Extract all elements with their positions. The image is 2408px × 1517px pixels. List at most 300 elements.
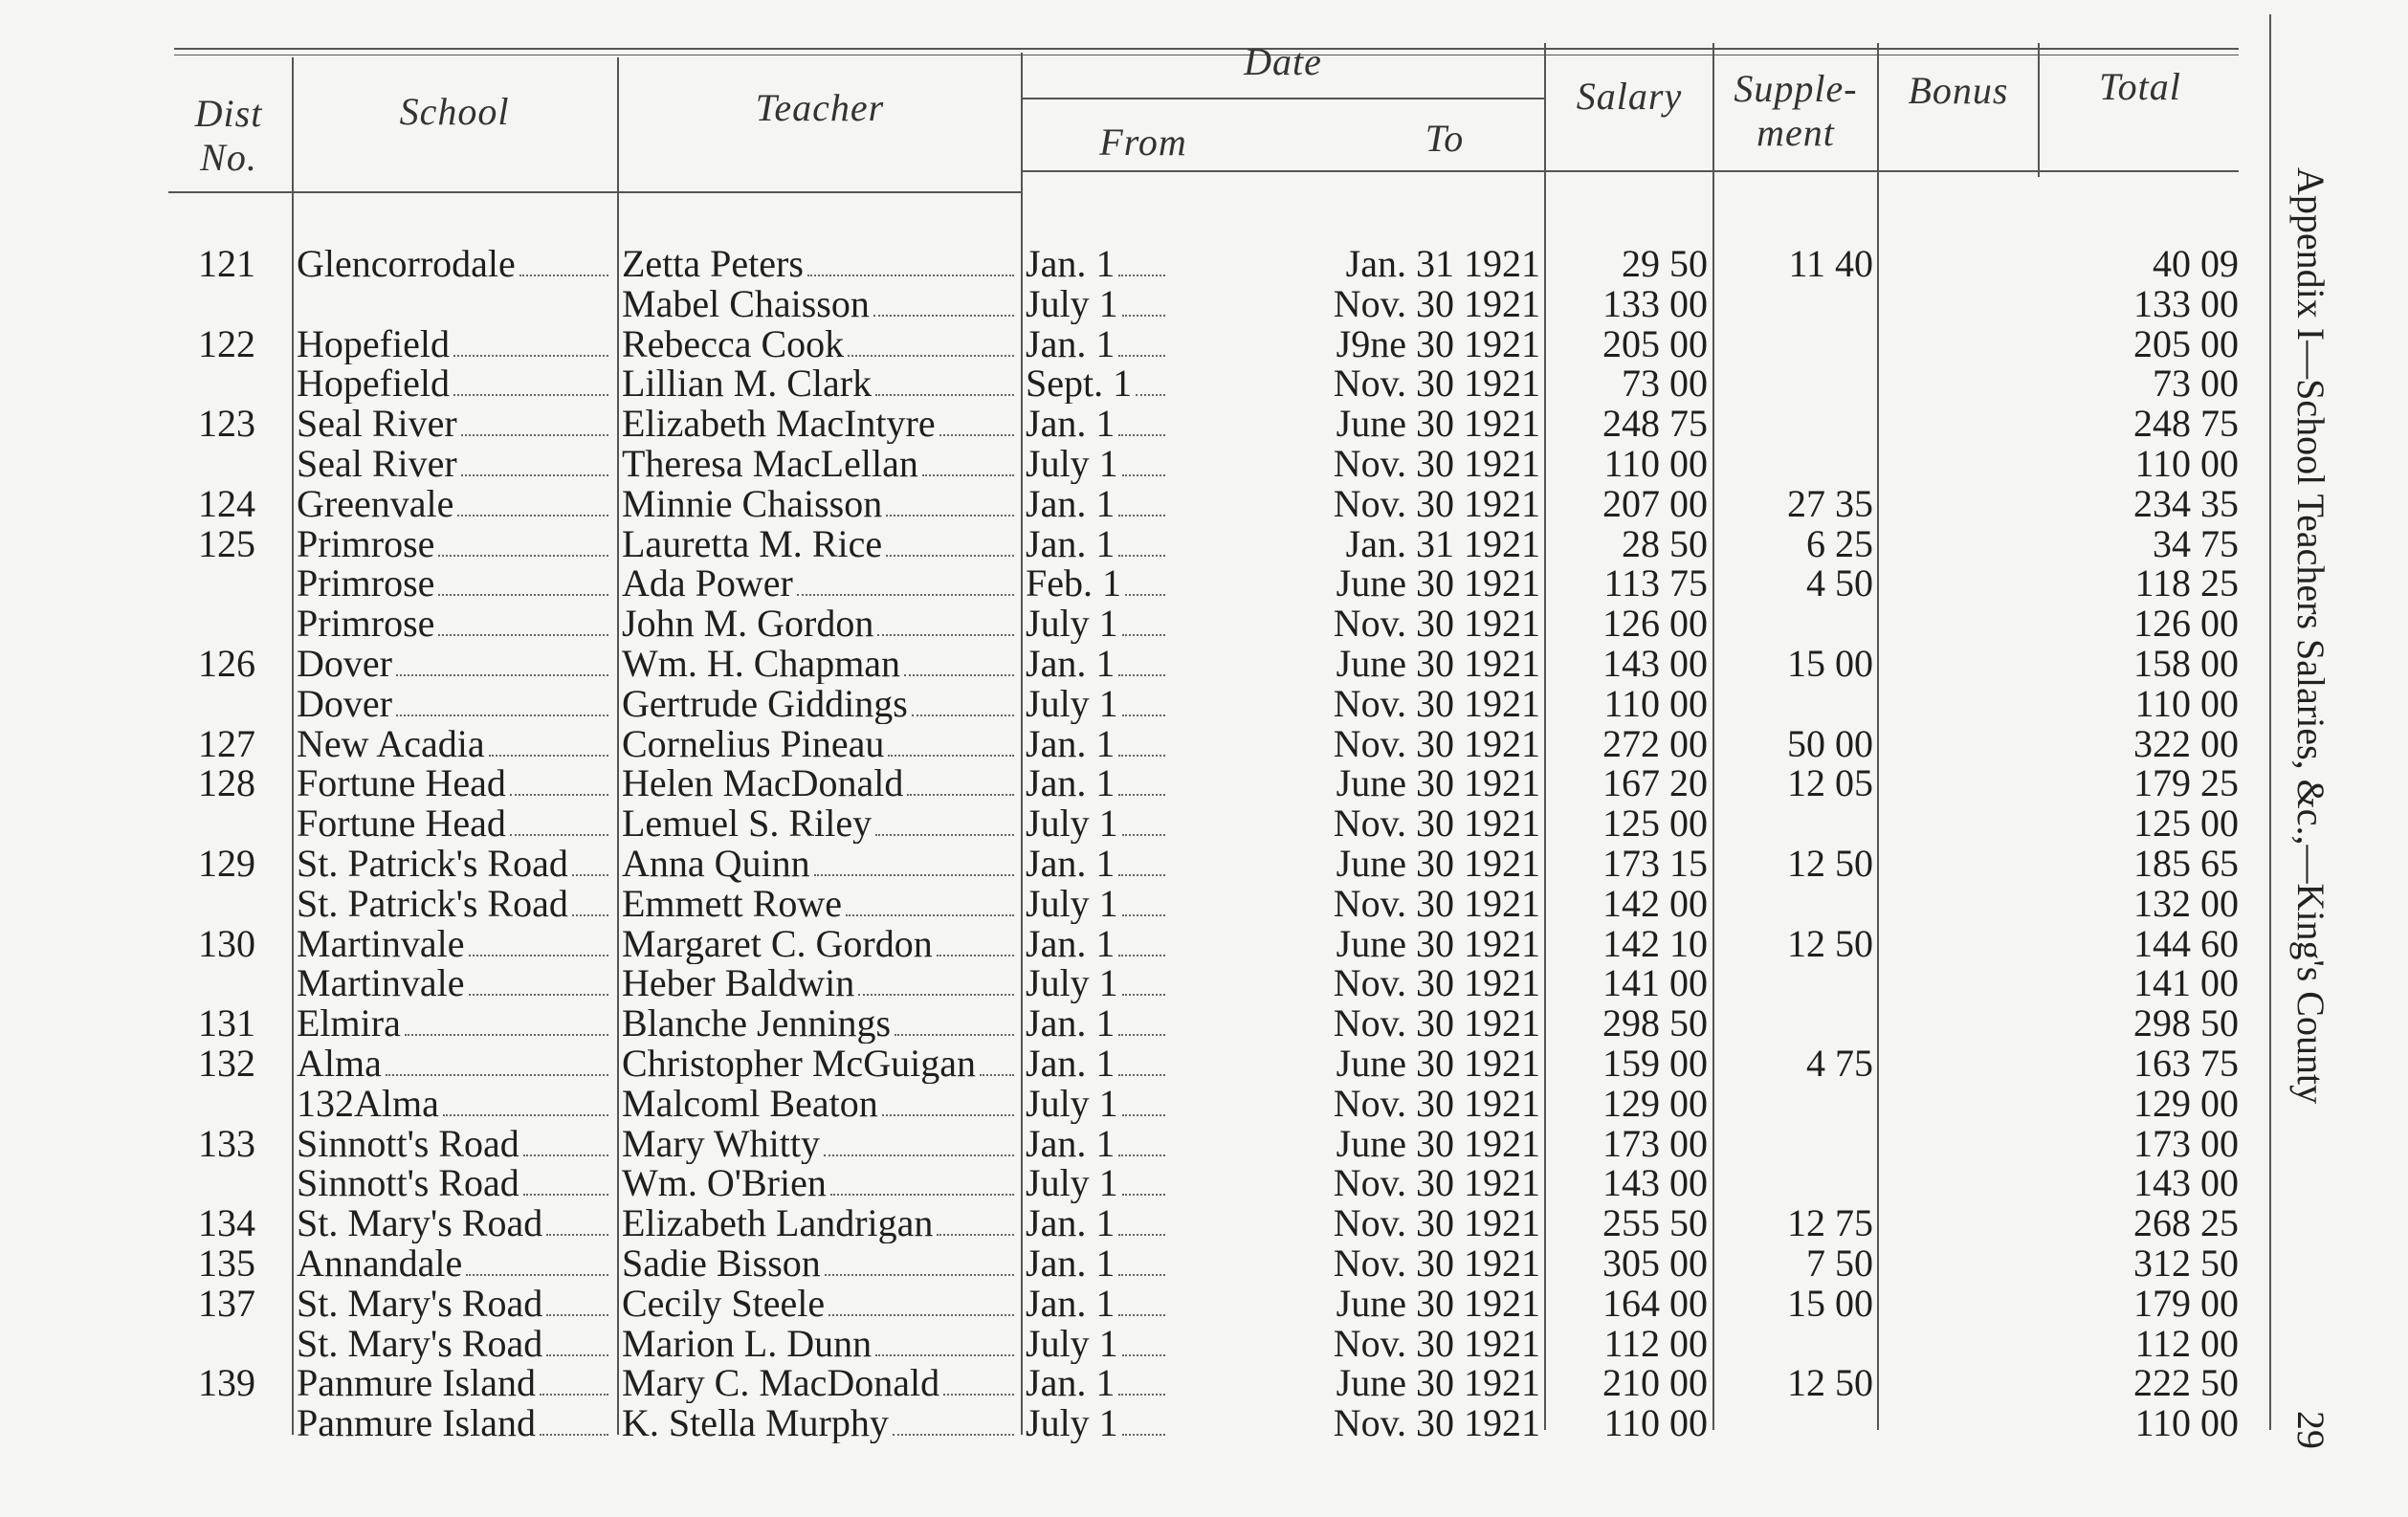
to-date-cell <box>1177 1003 1540 1044</box>
teacher-cell-text: Wm. O'Brien <box>622 1163 827 1204</box>
school-cell <box>297 563 612 604</box>
school-cell-text: Seal River <box>297 444 457 484</box>
total-cell-text: 268 25 <box>2133 1203 2239 1244</box>
leader-dots <box>1118 1274 1165 1276</box>
school-cell <box>297 884 612 924</box>
dist-cell <box>168 284 285 324</box>
bonus-cell <box>1880 763 2033 803</box>
teacher-cell <box>622 1203 1018 1243</box>
leader-dots <box>1122 474 1165 476</box>
teacher-cell <box>622 963 1018 1003</box>
to-date-cell-text: June 30 1921 <box>1336 923 1540 964</box>
to-date-cell-text: Nov. 30 1921 <box>1333 604 1540 645</box>
from-date-cell <box>1026 803 1169 844</box>
school-cell-text: Primrose <box>297 563 435 605</box>
header-supplement <box>1714 67 1877 155</box>
teacher-cell-text: Blanche Jennings <box>622 1003 892 1044</box>
teacher-cell-text: Wm. H. Chapman <box>622 644 901 684</box>
leader-dots <box>396 674 608 676</box>
total-cell <box>2047 363 2239 404</box>
salary-cell-text: 167 20 <box>1602 763 1708 804</box>
leader-dots <box>1118 874 1165 876</box>
leader-dots <box>1118 1234 1165 1236</box>
to-date-cell-text: Nov. 30 1921 <box>1333 1323 1540 1364</box>
teacher-cell <box>622 1124 1018 1164</box>
school-cell <box>297 1084 612 1124</box>
leader-dots <box>572 914 608 916</box>
bonus-cell <box>1880 524 2033 564</box>
supplement-cell <box>1722 1003 1873 1044</box>
total-cell <box>2047 1084 2239 1124</box>
to-date-cell-text: June 30 1921 <box>1336 1363 1540 1404</box>
school-cell-text: Glencorrodale <box>297 244 516 284</box>
header-from: From <box>1099 121 1187 164</box>
leader-dots <box>1118 275 1165 276</box>
to-date-cell-text: Nov. 30 1921 <box>1333 1083 1540 1124</box>
teacher-cell <box>622 1163 1018 1203</box>
leader-dots <box>904 674 1014 676</box>
school-cell-text: Fortune Head <box>297 763 506 804</box>
leader-dots <box>907 794 1014 796</box>
dist-cell <box>168 363 285 404</box>
school-cell-text: Primrose <box>297 523 435 564</box>
leader-dots <box>453 355 608 357</box>
total-cell-text: 248 75 <box>2133 404 2239 445</box>
from-date-cell <box>1026 963 1169 1003</box>
leader-dots <box>1118 434 1165 436</box>
leader-dots <box>396 715 608 716</box>
salary-cell <box>1545 684 1708 724</box>
to-date-cell-text: June 30 1921 <box>1336 763 1540 804</box>
leader-dots <box>893 1434 1014 1436</box>
leader-dots <box>461 434 608 436</box>
teacher-cell <box>622 1363 1018 1403</box>
from-date-cell <box>1026 924 1169 964</box>
total-cell-text: 73 00 <box>2153 363 2239 405</box>
bonus-cell <box>1880 284 2033 324</box>
total-cell <box>2047 724 2239 764</box>
leader-dots <box>443 1114 608 1116</box>
supplement-cell-text: 12 50 <box>1787 1363 1873 1404</box>
leader-dots <box>886 515 1014 517</box>
from-date-cell-text: Jan. 1 <box>1026 1363 1116 1404</box>
salary-cell-text: 164 00 <box>1602 1283 1708 1324</box>
leader-dots <box>830 1194 1014 1196</box>
total-cell <box>2047 963 2239 1003</box>
to-date-cell-text: Nov. 30 1921 <box>1333 1003 1540 1044</box>
teacher-cell-text: Lillian M. Clark <box>622 363 873 405</box>
to-date-cell-text: June 30 1921 <box>1336 1044 1540 1084</box>
table-row <box>0 763 2296 803</box>
bonus-cell <box>1880 924 2033 964</box>
salary-cell-text: 142 10 <box>1602 923 1708 964</box>
salary-cell <box>1545 1203 1708 1243</box>
total-cell-text: 133 00 <box>2133 283 2239 324</box>
supplement-cell-text: 6 25 <box>1806 523 1873 564</box>
leader-dots <box>1122 914 1165 916</box>
supplement-cell <box>1722 1284 1873 1324</box>
school-cell-text: Sinnott's Road <box>297 1163 519 1204</box>
teacher-cell-text: Gertrude Giddings <box>622 683 908 724</box>
from-date-cell <box>1026 244 1169 284</box>
side-title: Appendix I—School Teachers Salaries, &c.,—King's County <box>2289 167 2332 1105</box>
from-date-cell <box>1026 724 1169 764</box>
table-row <box>0 1324 2296 1364</box>
table-row <box>0 404 2296 444</box>
school-cell-text: St. Mary's Road <box>297 1283 543 1324</box>
supplement-cell <box>1722 803 1873 844</box>
from-date-cell-text: July 1 <box>1026 1163 1118 1204</box>
from-date-cell-text: Jan. 1 <box>1026 483 1116 524</box>
salary-cell-text: 210 00 <box>1602 1363 1708 1404</box>
supplement-cell-text: 50 00 <box>1787 723 1873 764</box>
salary-cell-text: 129 00 <box>1602 1083 1708 1124</box>
from-date-cell <box>1026 763 1169 803</box>
total-cell <box>2047 1284 2239 1324</box>
table-row <box>0 484 2296 524</box>
to-date-cell <box>1177 404 1540 444</box>
dist-cell <box>168 763 285 803</box>
dist-cell <box>168 924 285 964</box>
table-row <box>0 324 2296 364</box>
dist-cell <box>168 803 285 844</box>
header-total: Total <box>2099 65 2181 108</box>
leader-dots <box>1118 515 1165 517</box>
salary-cell-text: 143 00 <box>1602 1163 1708 1204</box>
teacher-cell-text: Lemuel S. Riley <box>622 803 873 845</box>
total-cell <box>2047 803 2239 844</box>
bonus-cell <box>1880 324 2033 364</box>
teacher-cell <box>622 803 1018 844</box>
leader-dots <box>1118 1034 1165 1036</box>
school-cell <box>297 444 612 484</box>
teacher-cell <box>622 644 1018 684</box>
dist-cell <box>168 404 285 444</box>
teacher-cell <box>622 763 1018 803</box>
supplement-cell-text: 12 50 <box>1787 923 1873 964</box>
dist-cell-text: 135 <box>198 1243 255 1284</box>
bonus-cell <box>1880 844 2033 884</box>
from-date-cell <box>1026 1363 1169 1403</box>
header-bottom-rule-left <box>168 191 1022 193</box>
salary-cell-text: 110 00 <box>1603 444 1708 484</box>
total-cell <box>2047 1124 2239 1164</box>
salary-cell-text: 112 00 <box>1603 1323 1708 1364</box>
school-cell <box>297 404 612 444</box>
total-cell <box>2047 324 2239 364</box>
total-cell <box>2047 1163 2239 1203</box>
table-row <box>0 1163 2296 1203</box>
dist-cell <box>168 963 285 1003</box>
bonus-cell <box>1880 1044 2033 1084</box>
table-row <box>0 844 2296 884</box>
leader-dots <box>877 634 1014 636</box>
bonus-cell <box>1880 644 2033 684</box>
school-cell <box>297 604 612 644</box>
to-date-cell <box>1177 803 1540 844</box>
table-row <box>0 1403 2296 1443</box>
from-date-cell-text: Jan. 1 <box>1026 723 1116 764</box>
bonus-cell <box>1880 1403 2033 1443</box>
salary-cell-text: 205 00 <box>1602 323 1708 364</box>
school-cell-text: Dover <box>297 644 392 684</box>
teacher-cell-text: Cornelius Pineau <box>622 723 885 764</box>
total-cell-text: 132 00 <box>2133 883 2239 924</box>
school-cell-text: Martinvale <box>297 923 465 964</box>
salary-cell <box>1545 563 1708 604</box>
leader-dots <box>875 834 1014 836</box>
total-cell-text: 126 00 <box>2133 604 2239 645</box>
total-cell-text: 110 00 <box>2134 444 2239 484</box>
school-cell <box>297 324 612 364</box>
total-cell-text: 141 00 <box>2133 963 2239 1004</box>
leader-dots <box>466 1274 608 1276</box>
salary-cell-text: 110 00 <box>1603 683 1708 724</box>
to-date-cell <box>1177 563 1540 604</box>
from-date-cell-text: July 1 <box>1026 1403 1118 1444</box>
salary-cell-text: 126 00 <box>1602 604 1708 645</box>
school-cell <box>297 244 612 284</box>
from-date-cell <box>1026 404 1169 444</box>
to-date-cell <box>1177 1044 1540 1084</box>
dist-cell-text: 127 <box>198 723 255 764</box>
leader-dots <box>1122 715 1165 716</box>
table-row <box>0 644 2296 684</box>
supplement-cell-text: 12 75 <box>1787 1203 1873 1244</box>
to-date-cell-text: June 30 1921 <box>1336 563 1540 605</box>
salary-cell <box>1545 803 1708 844</box>
supplement-cell-text: 15 00 <box>1787 1283 1873 1324</box>
dist-cell-text: 139 <box>198 1363 255 1404</box>
leader-dots <box>523 1194 608 1196</box>
bonus-cell <box>1880 1003 2033 1044</box>
bonus-cell <box>1880 724 2033 764</box>
to-date-cell <box>1177 1203 1540 1243</box>
leader-dots <box>922 474 1014 476</box>
leader-dots <box>912 715 1014 716</box>
teacher-cell <box>622 1084 1018 1124</box>
salary-cell-text: 298 50 <box>1602 1003 1708 1044</box>
supplement-cell-text: 11 40 <box>1788 244 1873 284</box>
supplement-cell <box>1722 284 1873 324</box>
teacher-cell-text: Rebecca Cook <box>622 323 845 364</box>
to-date-cell <box>1177 1163 1540 1203</box>
supplement-cell <box>1722 684 1873 724</box>
to-date-cell <box>1177 884 1540 924</box>
to-date-cell <box>1177 1284 1540 1324</box>
teacher-cell <box>622 404 1018 444</box>
dist-cell <box>168 724 285 764</box>
supplement-cell <box>1722 963 1873 1003</box>
dist-cell-text: 126 <box>198 644 255 684</box>
dist-cell-text: 124 <box>198 483 255 524</box>
teacher-cell <box>622 724 1018 764</box>
dist-cell <box>168 444 285 484</box>
salary-cell <box>1545 324 1708 364</box>
leader-dots <box>1118 1394 1165 1396</box>
salary-cell-text: 141 00 <box>1602 963 1708 1004</box>
teacher-cell <box>622 844 1018 884</box>
school-cell <box>297 963 612 1003</box>
bonus-cell <box>1880 1203 2033 1243</box>
teacher-cell <box>622 284 1018 324</box>
to-date-cell-text: June 30 1921 <box>1336 644 1540 684</box>
salary-cell <box>1545 1003 1708 1044</box>
total-cell-text: 129 00 <box>2133 1083 2239 1124</box>
teacher-cell <box>622 524 1018 564</box>
supplement-cell <box>1722 844 1873 884</box>
salary-cell <box>1545 924 1708 964</box>
leader-dots <box>489 755 608 757</box>
header-date: Date <box>1244 40 1322 83</box>
total-cell <box>2047 644 2239 684</box>
salary-cell <box>1545 1284 1708 1324</box>
leader-dots <box>1122 834 1165 836</box>
dist-cell <box>168 324 285 364</box>
teacher-cell-text: Lauretta M. Rice <box>622 523 883 564</box>
total-cell-text: 179 25 <box>2133 763 2239 804</box>
to-date-cell-text: Nov. 30 1921 <box>1333 1203 1540 1244</box>
salary-cell <box>1545 763 1708 803</box>
to-date-cell <box>1177 1363 1540 1403</box>
from-date-cell-text: July 1 <box>1026 444 1118 484</box>
to-date-cell-text: June 30 1921 <box>1336 844 1540 884</box>
dist-cell <box>168 884 285 924</box>
to-date-cell-text: Nov. 30 1921 <box>1333 1163 1540 1204</box>
leader-dots <box>469 955 608 956</box>
total-cell-text: 322 00 <box>2133 723 2239 764</box>
from-date-cell <box>1026 1403 1169 1443</box>
supplement-cell <box>1722 563 1873 604</box>
school-cell-text: Greenvale <box>297 483 454 524</box>
salary-cell-text: 143 00 <box>1602 644 1708 684</box>
leader-dots <box>469 994 608 996</box>
dist-cell <box>168 644 285 684</box>
total-cell-text: 144 60 <box>2133 923 2239 964</box>
bonus-cell <box>1880 363 2033 404</box>
side-title-block <box>2272 167 2349 1459</box>
salary-cell-text: 133 00 <box>1602 283 1708 324</box>
leader-dots <box>1122 1354 1165 1356</box>
total-cell <box>2047 884 2239 924</box>
leader-dots <box>1118 794 1165 796</box>
from-date-cell <box>1026 324 1169 364</box>
supplement-cell <box>1722 1203 1873 1243</box>
bonus-cell <box>1880 563 2033 604</box>
dist-cell <box>168 1044 285 1084</box>
salary-cell <box>1545 244 1708 284</box>
total-cell-text: 34 75 <box>2153 523 2239 564</box>
salary-cell-text: 272 00 <box>1602 723 1708 764</box>
salary-cell-text: 29 50 <box>1622 244 1708 284</box>
from-date-cell-text: Jan. 1 <box>1026 1243 1116 1284</box>
teacher-cell-text: Margaret C. Gordon <box>622 923 933 964</box>
to-date-cell <box>1177 684 1540 724</box>
to-date-cell-text: Nov. 30 1921 <box>1333 883 1540 924</box>
to-date-cell <box>1177 644 1540 684</box>
bonus-cell <box>1880 1124 2033 1164</box>
bonus-cell <box>1880 963 2033 1003</box>
leader-dots <box>438 634 608 636</box>
from-date-cell-text: Jan. 1 <box>1026 1123 1116 1164</box>
header-bottom-rule-right <box>1022 170 2239 172</box>
total-cell-text: 158 00 <box>2133 644 2239 684</box>
total-cell-text: 112 00 <box>2134 1323 2239 1364</box>
table-row <box>0 684 2296 724</box>
bonus-cell <box>1880 484 2033 524</box>
table-row <box>0 1363 2296 1403</box>
from-date-cell-text: Jan. 1 <box>1026 763 1116 804</box>
leader-dots <box>1118 755 1165 757</box>
supplement-cell <box>1722 884 1873 924</box>
from-date-cell-text: July 1 <box>1026 683 1118 724</box>
to-date-cell-text: Nov. 30 1921 <box>1333 963 1540 1004</box>
school-cell <box>297 724 612 764</box>
school-cell <box>297 524 612 564</box>
supplement-cell <box>1722 1403 1873 1443</box>
from-date-cell <box>1026 444 1169 484</box>
from-date-cell <box>1026 1243 1169 1284</box>
salary-cell-text: 125 00 <box>1602 803 1708 845</box>
table-row <box>0 803 2296 844</box>
dist-cell <box>168 244 285 284</box>
salary-cell <box>1545 884 1708 924</box>
supplement-cell <box>1722 724 1873 764</box>
leader-dots <box>824 1154 1014 1156</box>
school-cell <box>297 484 612 524</box>
leader-dots <box>438 594 608 596</box>
salary-cell <box>1545 1243 1708 1284</box>
teacher-cell-text: Anna Quinn <box>622 844 810 884</box>
teacher-cell <box>622 484 1018 524</box>
leader-dots <box>848 355 1014 357</box>
dist-cell-text: 137 <box>198 1283 255 1324</box>
leader-dots <box>814 874 1014 876</box>
teacher-cell <box>622 1403 1018 1443</box>
salary-cell <box>1545 1084 1708 1124</box>
from-date-cell-text: July 1 <box>1026 1323 1118 1364</box>
supplement-cell <box>1722 524 1873 564</box>
from-date-cell <box>1026 644 1169 684</box>
salary-cell-text: 207 00 <box>1602 483 1708 524</box>
from-date-cell-text: July 1 <box>1026 604 1118 645</box>
table-row <box>0 1124 2296 1164</box>
teacher-cell <box>622 684 1018 724</box>
total-cell <box>2047 763 2239 803</box>
teacher-cell-text: Theresa MacLellan <box>622 444 918 484</box>
page-number: 29 <box>2289 1411 2332 1449</box>
leader-dots <box>1118 355 1165 357</box>
from-date-cell-text: Jan. 1 <box>1026 1044 1116 1084</box>
teacher-cell-text: John M. Gordon <box>622 604 874 645</box>
dist-cell-text: 133 <box>198 1123 255 1164</box>
total-cell <box>2047 524 2239 564</box>
bonus-cell <box>1880 444 2033 484</box>
to-date-cell <box>1177 1124 1540 1164</box>
leader-dots <box>937 1234 1014 1236</box>
from-date-cell <box>1026 1084 1169 1124</box>
total-cell <box>2047 444 2239 484</box>
dist-cell <box>168 524 285 564</box>
from-date-cell-text: Jan. 1 <box>1026 523 1116 564</box>
to-date-cell <box>1177 1324 1540 1364</box>
from-date-cell-text: July 1 <box>1026 283 1118 324</box>
supplement-cell <box>1722 924 1873 964</box>
to-date-cell <box>1177 363 1540 404</box>
from-date-cell <box>1026 844 1169 884</box>
salary-cell <box>1545 1403 1708 1443</box>
total-cell <box>2047 1003 2239 1044</box>
